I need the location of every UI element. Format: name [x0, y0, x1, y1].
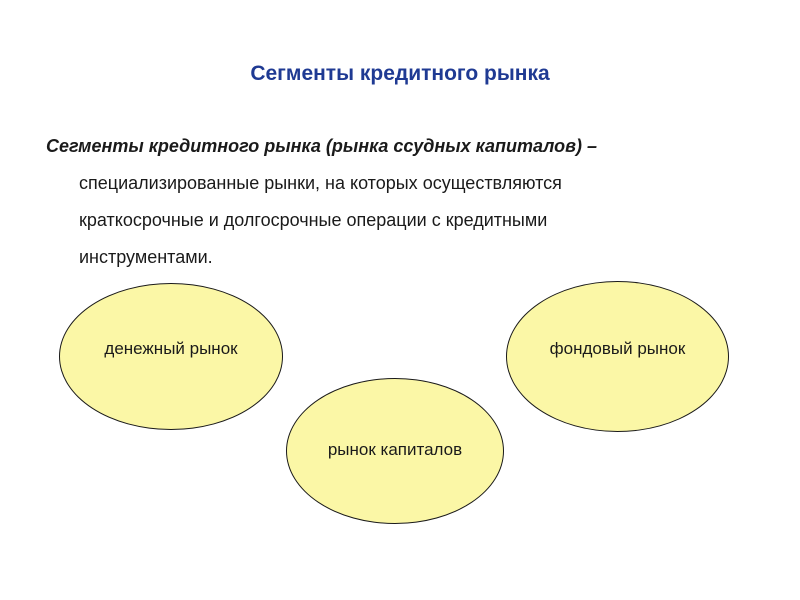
segment-label: фондовый рынок	[549, 338, 686, 358]
definition-body	[46, 165, 746, 276]
definition-line: специализированные рынки, на которых осуществляются	[79, 173, 562, 193]
segment-stock-market	[506, 281, 729, 432]
slide-title: Сегменты кредитного рынка	[250, 62, 550, 85]
definition-line: краткосрочные и долгосрочные операции с кредитными	[79, 210, 548, 230]
definition-line: инструментами.	[79, 247, 213, 267]
segment-label: денежный рынок	[104, 338, 238, 358]
segment-capital-market	[286, 378, 504, 524]
definition-block	[46, 128, 746, 276]
definition-term: Сегменты кредитного рынка (рынка ссудных капиталов) –	[46, 136, 598, 156]
segment-label: рынок капиталов	[327, 440, 463, 459]
segment-money-market	[59, 283, 283, 430]
